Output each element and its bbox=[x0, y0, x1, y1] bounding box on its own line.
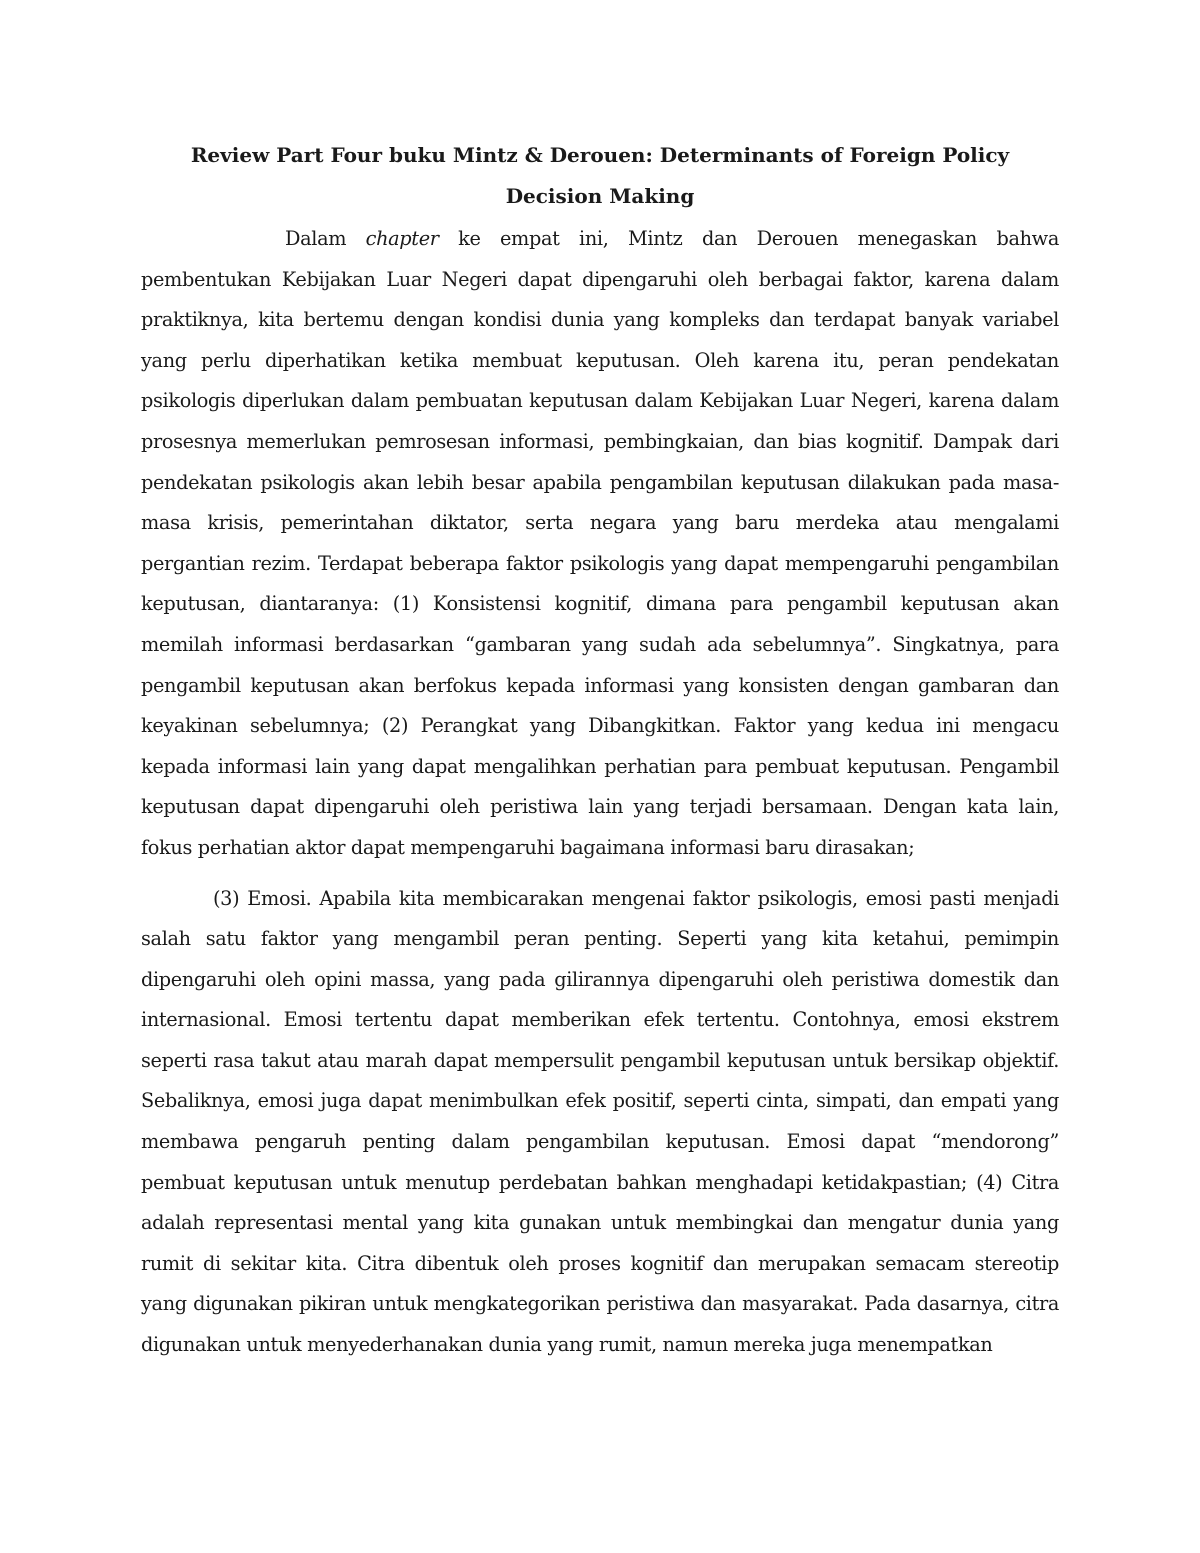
paragraph-1-text: ke empat ini, Mintz dan Derouen menegaskan bahwa pembentukan Kebijakan Luar Negeri dapat dipengaruhi oleh berbagai faktor, karena dalam praktiknya, kita bertemu dengan kondisi dunia yang kompleks dan terdapat banyak variabel yang perlu diperhatikan ketika membuat keputusan. Oleh karena itu, peran pendekatan psikologis diperlukan dalam pembuatan keputusan dalam Kebijakan Luar Negeri, karena dalam prosesnya memerlukan pemrosesan informasi, pembingkaian, dan bias kognitif. Dampak dari pendekatan psikologis akan lebih besar apabila pengambilan keputusan dilakukan pada masa-masa krisis, pemerintahan diktator, serta negara yang baru merdeka atau mengalami pergantian rezim. Terdapat beberapa faktor psikologis yang dapat mempengaruhi pengambilan keputusan, diantaranya: (1) Konsistensi kognitif, dimana para pengambil keputusan akan memilah informasi berdasarkan “gambaran yang sudah ada sebelumnya”. Singkatnya, para pengambil keputusan akan berfokus kepada informasi yang konsisten dengan gambaran dan keyakinan sebelumnya; (2) Perangkat yang Dibangkitkan. Faktor yang kedua ini mengacu kepada informasi lain yang dapat mengalihkan perhatian para pembuat keputusan. Pengambil keputusan dapat dipengaruhi oleh peristiwa lain yang terjadi bersamaan. Dengan kata lain, fokus perhatian aktor dapat mempengaruhi bagaimana informasi baru dirasakan; bbox=[141, 227, 1059, 859]
paragraph-1-italic-term: chapter bbox=[365, 227, 439, 250]
paragraph-1-lead: Dalam bbox=[285, 227, 366, 250]
document-page bbox=[141, 135, 1059, 1366]
body-paragraph-2: (3) Emosi. Apabila kita membicarakan mengenai faktor psikologis, emosi pasti menjadi salah satu faktor yang mengambil peran penting. Seperti yang kita ketahui, pemimpin dipengaruhi oleh opini massa, yang pada gilirannya dipengaruhi oleh peristiwa domestik dan internasional. Emosi tertentu dapat memberikan efek tertentu. Contohnya, emosi ekstrem seperti rasa takut atau marah dapat mempersulit pengambil keputusan untuk bersikap objektif. Sebaliknya, emosi juga dapat menimbulkan efek positif, seperti cinta, simpati, dan empati yang membawa pengaruh penting dalam pengambilan keputusan. Emosi dapat “mendorong” pembuat keputusan untuk menutup perdebatan bahkan menghadapi ketidakpastian; (4) Citra adalah representasi mental yang kita gunakan untuk membingkai dan mengatur dunia yang rumit di sekitar kita. Citra dibentuk oleh proses kognitif dan merupakan semacam stereotip yang digunakan pikiran untuk mengkategorikan peristiwa dan masyarakat. Pada dasarnya, citra digunakan untuk menyederhanakan dunia yang rumit, namun mereka juga menempatkan bbox=[141, 886, 1059, 1357]
document-title: Review Part Four buku Mintz & Derouen: Determinants of Foreign Policy Decision Making bbox=[190, 143, 1010, 208]
body-paragraph-1 bbox=[141, 219, 1059, 869]
